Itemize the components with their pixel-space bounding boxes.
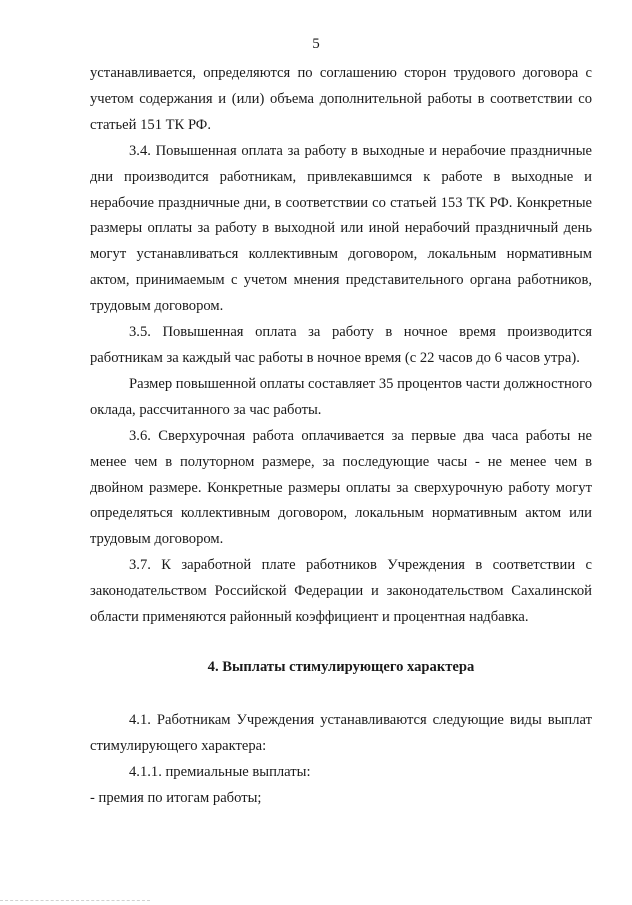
paragraph-4-1: 4.1. Работникам Учреждения устанавливаются следующие виды выплат стимулирующего характера: xyxy=(90,711,592,754)
document-body xyxy=(90,61,592,811)
paragraph-3-6: 3.6. Сверхурочная работа оплачивается за первые два часа работы не менее чем в полуторном размере, за последующие часы - не менее чем в двойном размере. Конкретные размеры оплаты за сверхурочную работу могут определяться коллективным договором, локальным нормативным актом или трудовым договором. xyxy=(90,427,592,548)
paragraph-3-5: 3.5. Повышенная оплата за работу в ночное время производится работникам за каждый час работы в ночное время (с 22 часов до 6 часов утра). xyxy=(90,324,592,366)
section-title: 4. Выплаты стимулирующего характера xyxy=(207,658,475,675)
paragraph-4-1-1: 4.1.1. премиальные выплаты: xyxy=(129,763,311,780)
paragraph-continuation: устанавливается, определяются по соглашению сторон трудового договора с учетом содержания и (или) объема дополнительной работы в соответствии со статьей 151 ТК РФ. xyxy=(90,65,592,133)
paragraph-night-rate: Размер повышенной оплаты составляет 35 процентов части должностного оклада, рассчитанного за час работы. xyxy=(90,375,593,418)
paragraph-3-4: 3.4. Повышенная оплата за работу в выходные и нерабочие праздничные дни производится работникам, привлекавшимся к работе в выходные и нерабочие праздничные дни, в соответствии со статьей 153 ТК РФ. Конкретные размеры оплаты за работу в выходной или иной нерабочий праздничный день могут устанавливаться коллективным договором, локальным нормативным актом, принимаемым с учетом мнения представительного органа работников, трудовым договором. xyxy=(90,142,592,315)
paragraph-3-7: 3.7. К заработной плате работников Учреждения в соответствии с законодательством Российской Федерации и законодательством Сахалинской области применяются районный коэффициент и процентная надбавка. xyxy=(90,557,592,626)
page-number: 5 xyxy=(312,36,320,52)
scan-edge-divider xyxy=(0,900,150,902)
list-item-bonus: - премия по итогам работы; xyxy=(90,789,262,806)
